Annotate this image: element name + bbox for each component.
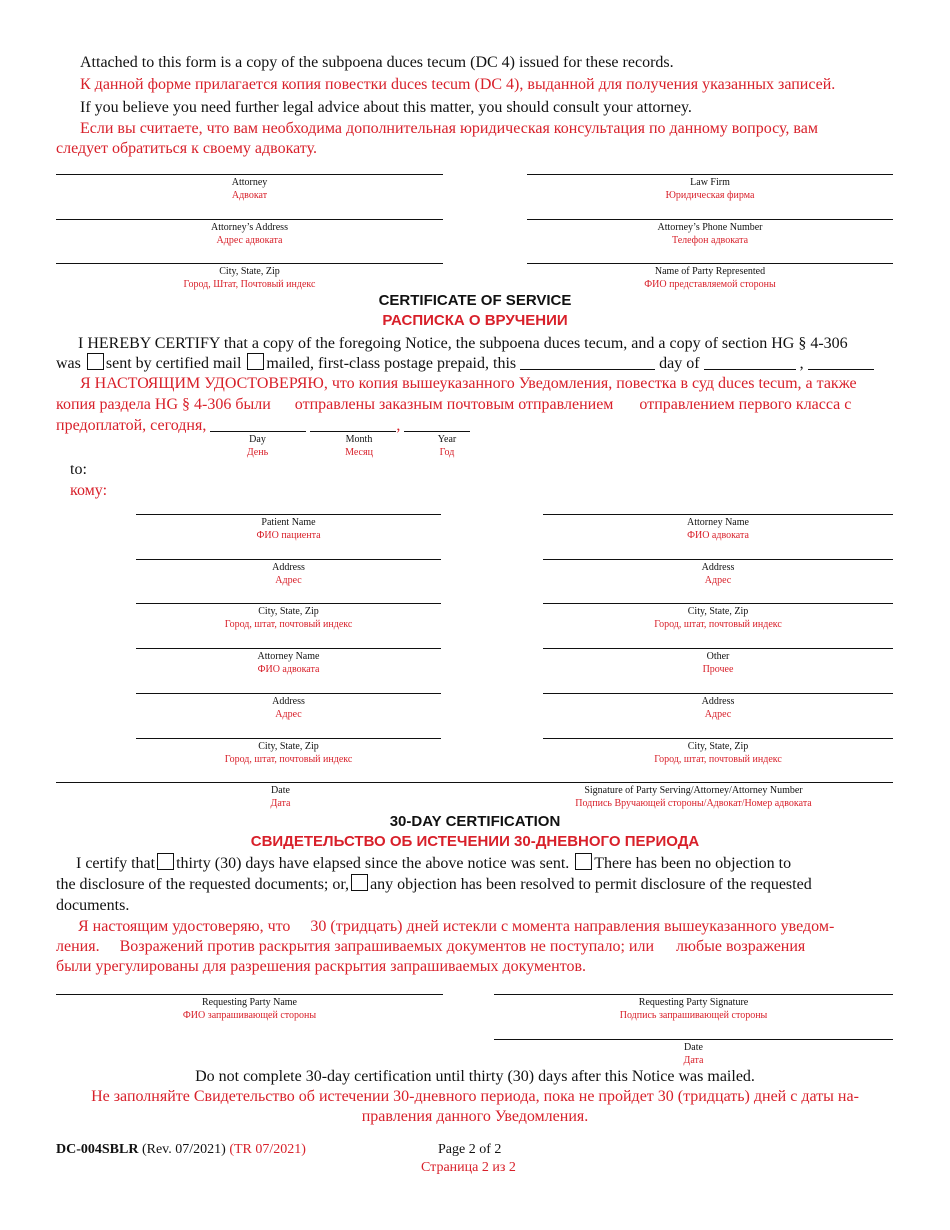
law-firm-field[interactable] [527, 174, 893, 175]
patient-address-field[interactable] [136, 559, 441, 560]
attached-text-ru: К данной форме прилагается копия повестки duces tecum (DC 4), выданной для получения указанных записей. [80, 76, 836, 93]
thirty-day-title-ru: СВИДЕТЕЛЬСТВО ОБ ИСТЕЧЕНИИ 30-ДНЕВНОГО ПЕРИОДА [250, 833, 700, 850]
attorney-city-right-field[interactable] [543, 603, 893, 604]
service-date-label: Date Дата [270, 785, 291, 809]
attorney-address-label: Attorney’s Address Адрес адвоката [211, 222, 288, 246]
thirty-day-ru-2: ления. Возражений против раскрытия запрашиваемых документов не поступало; или любые возражения [56, 938, 806, 955]
advice-text-ru-1: Если вы считаете, что вам необходима дополнительная юридическая консультация по данному вопросу, вам [80, 120, 818, 137]
to-label: to: [70, 461, 87, 478]
attorney-city-right-label: City, State, Zip Город, штат, почтовый индекс [654, 606, 782, 630]
thirty-day-ru-1: Я настоящим удостоверяю, что 30 (тридцать) дней истекли с момента направления вышеуказанного уведом- [78, 918, 835, 935]
thirty-day-note-ru-2: правления данного Уведомления. [361, 1108, 589, 1125]
attorney-city-left-label: City, State, Zip Город, штат, почтовый индекс [224, 741, 353, 765]
service-date-field[interactable] [56, 782, 505, 783]
advice-text: If you believe you need further legal advice about this matter, you should consult your attorney. [80, 99, 692, 116]
attached-text: Attached to this form is a copy of the subpoena duces tecum (DC 4) issued for these records. [80, 54, 674, 71]
other-address-label: Address Адрес [701, 696, 735, 720]
certify-line-1: I HEREBY CERTIFY that a copy of the foregoing Notice, the subpoena duces tecum, and a copy of section HG § 4-306 [78, 335, 848, 352]
patient-name-label: Patient Name ФИО пациента [256, 517, 321, 541]
party-represented-field[interactable] [527, 263, 893, 264]
thirty-days-elapsed-checkbox[interactable] [157, 853, 174, 870]
page-number-ru: Страница 2 из 2 [421, 1160, 516, 1175]
law-firm-label: Law Firm Юридическая фирма [665, 177, 755, 201]
requesting-party-name-field[interactable] [56, 994, 443, 995]
certify-ru-1: Я НАСТОЯЩИМ УДОСТОВЕРЯЮ, что копия вышеуказанного Уведомления, повестка в суд duces tecum, а также [80, 375, 857, 392]
signature-serving-label: Signature of Party Serving/Attorney/Attorney Number Подпись Вручающей стороны/Адвокат/Номер адвоката [575, 785, 812, 809]
certificate-title: CERTIFICATE OF SERVICE [378, 292, 572, 309]
attorney-address-right-label: Address Адрес [701, 562, 735, 586]
requesting-party-signature-label: Requesting Party Signature Подпись запрашивающей стороны [619, 997, 768, 1021]
attorney-name-left-field[interactable] [136, 648, 441, 649]
attorney-address-left-label: Address Адрес [272, 696, 305, 720]
attorney-field[interactable] [56, 174, 443, 175]
certify-ru-3: предоплатой, сегодня, , [56, 415, 470, 436]
ru-year-field[interactable] [404, 417, 470, 432]
thirty-day-ru-3: были урегулированы для разрешения раскрытия запрашиваемых документов. [56, 958, 587, 975]
city-state-zip-field[interactable] [56, 263, 443, 264]
patient-city-label: City, State, Zip Город, штат, почтовый индекс [224, 606, 353, 630]
day-label: Day День [246, 434, 269, 458]
service-year-field[interactable] [808, 355, 874, 370]
thirty-day-title: 30-DAY CERTIFICATION [389, 813, 561, 830]
ru-month-field[interactable] [310, 417, 396, 432]
certification-date-field[interactable] [494, 1039, 893, 1040]
certify-line-2: was sent by certified mail mailed, first-class postage prepaid, this day of , [56, 353, 874, 374]
certified-mail-checkbox[interactable] [87, 353, 104, 370]
attorney-name-left-label: Attorney Name ФИО адвоката [257, 651, 320, 675]
party-represented-label: Name of Party Represented ФИО представляемой стороны [644, 266, 776, 290]
thirty-day-line-3: documents. [56, 897, 130, 914]
attorney-phone-label: Attorney’s Phone Number Телефон адвоката [657, 222, 763, 246]
attorney-name-right-label: Attorney Name ФИО адвоката [687, 517, 749, 541]
patient-name-field[interactable] [136, 514, 441, 515]
other-field[interactable] [543, 648, 893, 649]
attorney-address-right-field[interactable] [543, 559, 893, 560]
ru-day-field[interactable] [210, 417, 306, 432]
patient-city-field[interactable] [136, 603, 441, 604]
thirty-day-line-1: I certify that thirty (30) days have elapsed since the above notice was sent. There has been no objection to [76, 855, 792, 872]
attorney-address-left-field[interactable] [136, 693, 441, 694]
attorney-address-field[interactable] [56, 219, 443, 220]
thirty-day-note: Do not complete 30-day certification until thirty (30) days after this Notice was mailed. [195, 1068, 755, 1085]
thirty-day-note-ru-1: Не заполняйте Свидетельство об истечении 30-дневного периода, пока не пройдет 30 (тридцать) дней с даты на- [91, 1088, 859, 1105]
other-label: Other Прочее [702, 651, 734, 675]
objection-resolved-checkbox[interactable] [351, 874, 368, 891]
requesting-party-signature-field[interactable] [494, 994, 893, 995]
other-city-label: City, State, Zip Город, штат, почтовый индекс [654, 741, 782, 765]
attorney-name-right-field[interactable] [543, 514, 893, 515]
other-city-field[interactable] [543, 738, 893, 739]
advice-text-ru-2: следует обратиться к своему адвокату. [56, 140, 317, 157]
certify-ru-2: копия раздела HG § 4-306 были отправлены заказным почтовым отправлением отправлением первого класса с [56, 396, 852, 413]
attorney-label: Attorney Адвокат [231, 177, 268, 201]
attorney-city-left-field[interactable] [136, 738, 441, 739]
month-label: Month Месяц [345, 434, 373, 458]
certificate-title-ru: РАСПИСКА О ВРУЧЕНИИ [382, 312, 568, 329]
service-month-field[interactable] [704, 355, 796, 370]
page-number: Page 2 of 2 [438, 1142, 502, 1157]
no-objection-checkbox[interactable] [575, 853, 592, 870]
thirty-day-line-2: the disclosure of the requested documents; or, any objection has been resolved to permit disclosure of the requested [56, 876, 812, 893]
patient-address-label: Address Адрес [272, 562, 305, 586]
other-address-field[interactable] [543, 693, 893, 694]
to-label-ru: кому: [70, 482, 108, 499]
service-day-field[interactable] [520, 355, 655, 370]
year-label: Year Год [437, 434, 457, 458]
requesting-party-name-label: Requesting Party Name ФИО запрашивающей стороны [182, 997, 317, 1021]
city-state-zip-label: City, State, Zip Город, Штат, Почтовый индекс [183, 266, 316, 290]
certification-date-label: Date Дата [683, 1042, 704, 1066]
signature-serving-field[interactable] [494, 782, 893, 783]
first-class-mail-checkbox[interactable] [247, 353, 264, 370]
attorney-phone-field[interactable] [527, 219, 893, 220]
form-code: DC-004SBLR (Rev. 07/2021) (TR 07/2021) [56, 1142, 306, 1157]
